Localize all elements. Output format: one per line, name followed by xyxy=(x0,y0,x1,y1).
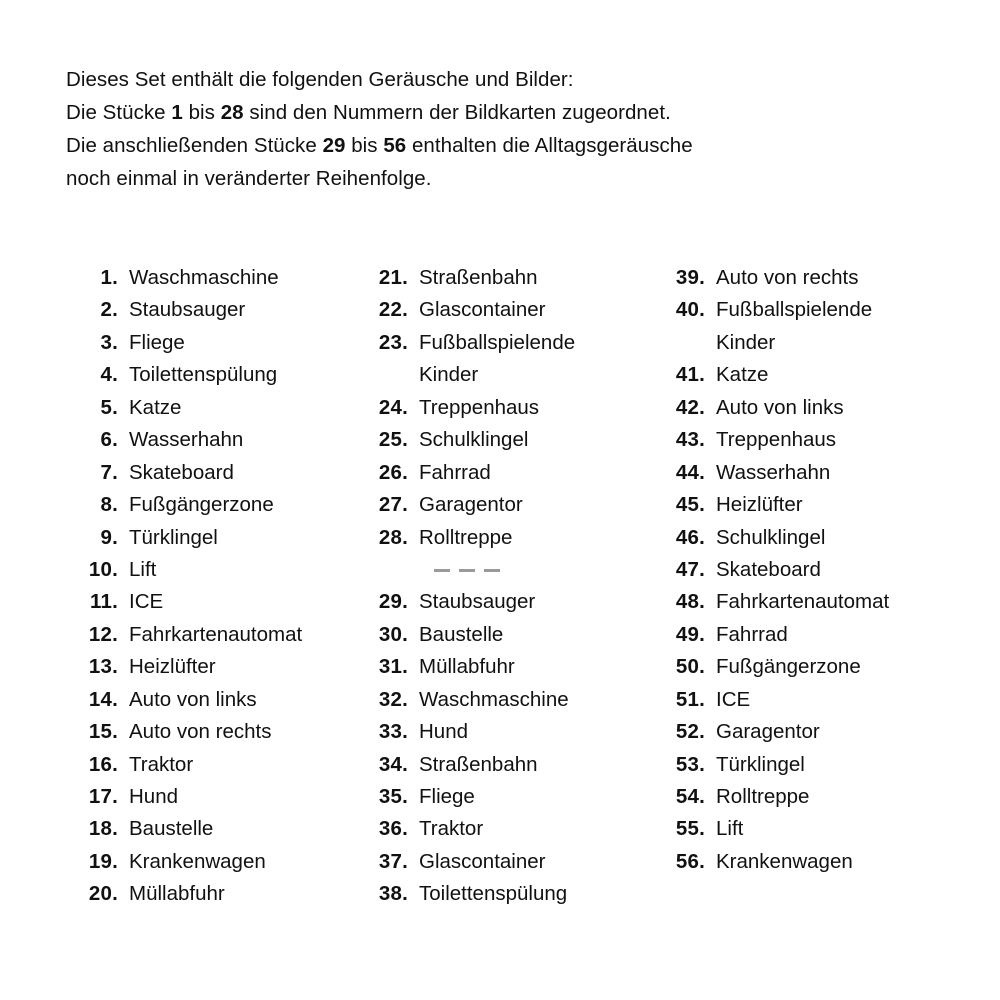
list-item xyxy=(66,749,302,781)
intro-text: Dieses Set enthält die folgenden Geräusche und Bilder: xyxy=(66,68,574,91)
list-item-number: 28. xyxy=(378,525,408,549)
list-item-label: Rolltreppe xyxy=(419,525,513,549)
list-item xyxy=(66,716,302,748)
list-item xyxy=(356,424,575,456)
list-item-number: 49. xyxy=(675,622,705,646)
list-item xyxy=(356,846,575,878)
list-item-label: Türklingel xyxy=(716,752,805,776)
list-item-number: 44. xyxy=(675,460,705,484)
list-item-label: Wasserhahn xyxy=(129,428,244,452)
list-item-label: Auto von rechts xyxy=(716,266,859,289)
intro-line xyxy=(66,162,946,195)
list-item-label: Glascontainer xyxy=(419,849,546,873)
list-item xyxy=(66,457,302,489)
list-item xyxy=(356,294,575,326)
list-item xyxy=(653,262,889,294)
list-item-label: Müllabfuhr xyxy=(419,655,515,679)
list-item-label: Fahrkartenautomat xyxy=(716,590,890,614)
list-item-number: 56. xyxy=(675,849,705,873)
intro-emphasis-number: 28 xyxy=(220,101,244,124)
list-item-number: 50. xyxy=(675,655,705,679)
list-item xyxy=(356,522,575,554)
list-item xyxy=(356,586,575,618)
list-item xyxy=(356,457,575,489)
list-item xyxy=(653,781,889,813)
list-item-label: Heizlüfter xyxy=(129,655,216,679)
list-column-1 xyxy=(66,262,302,911)
list-item-label: Fußballspielende xyxy=(419,330,576,354)
list-item-label: Fußballspielende xyxy=(716,298,873,322)
list-item-label: Türklingel xyxy=(129,525,218,549)
list-item-number: 12. xyxy=(88,622,118,646)
list-item xyxy=(66,554,302,586)
list-item xyxy=(66,262,302,294)
list-item-number: 2. xyxy=(100,298,118,322)
list-item-number: 52. xyxy=(675,720,705,744)
list-item-number: 8. xyxy=(100,493,118,517)
list-item-number: 46. xyxy=(675,525,705,549)
list-column-2 xyxy=(356,262,575,911)
list-item-label: Fliege xyxy=(419,785,475,808)
list-item-label: Krankenwagen xyxy=(129,849,266,873)
intro-emphasis-number: 56 xyxy=(383,134,407,157)
list-item-label: Fahrkartenautomat xyxy=(129,622,303,646)
list-item-label: Katze xyxy=(716,363,769,387)
list-item-label: ICE xyxy=(129,590,164,614)
list-item-label: Skateboard xyxy=(716,557,821,581)
list-column-3 xyxy=(653,262,889,878)
list-item xyxy=(356,262,575,294)
list-item-label: Schulklingel xyxy=(419,428,529,452)
intro-line xyxy=(66,96,946,129)
list-item-label: Wasserhahn xyxy=(716,460,831,484)
list-item xyxy=(653,716,889,748)
list-item-label: Rolltreppe xyxy=(716,785,810,808)
list-item xyxy=(653,489,889,521)
list-item-label: Garagentor xyxy=(716,720,820,744)
list-item-number: 16. xyxy=(88,752,118,776)
list-item xyxy=(66,327,302,359)
list-item-label: Lift xyxy=(716,817,744,841)
list-item-number: 13. xyxy=(88,655,118,679)
list-item-label: Treppenhaus xyxy=(419,395,540,419)
list-item-label: Garagentor xyxy=(419,493,523,517)
list-item-label: Kinder xyxy=(419,363,479,387)
list-item-number: 24. xyxy=(378,395,408,419)
list-item-label: Lift xyxy=(129,557,157,581)
list-item-label: Skateboard xyxy=(129,460,234,484)
list-item xyxy=(66,489,302,521)
list-item-number: 18. xyxy=(88,817,118,841)
list-item-number: 48. xyxy=(675,590,705,614)
list-item xyxy=(356,781,575,813)
list-item-number: 9. xyxy=(100,525,118,549)
list-item-label: Straßenbahn xyxy=(419,752,538,776)
list-item-number: 19. xyxy=(88,849,118,873)
list-item-number: 43. xyxy=(675,428,705,452)
list-item-number: 38. xyxy=(378,882,408,906)
list-item xyxy=(653,619,889,651)
list-item-label: Staubsauger xyxy=(419,590,536,614)
intro-text: noch einmal in veränderter Reihenfolge. xyxy=(66,167,432,190)
list-item-label: Waschmaschine xyxy=(419,687,569,711)
list-item-number: 34. xyxy=(378,752,408,776)
list-item-label: Straßenbahn xyxy=(419,266,538,289)
list-item-label: Traktor xyxy=(419,817,484,841)
list-item xyxy=(653,586,889,618)
list-item-label: Baustelle xyxy=(129,817,214,841)
list-item-number: 6. xyxy=(100,428,118,452)
list-item-number: 36. xyxy=(378,817,408,841)
list-item-number: 17. xyxy=(88,785,118,808)
list-item xyxy=(356,327,575,359)
list-item-number: 10. xyxy=(88,557,118,581)
list-item xyxy=(653,554,889,586)
list-item-number: 29. xyxy=(378,590,408,614)
list-item-label: Toilettenspülung xyxy=(419,882,568,906)
list-item xyxy=(653,522,889,554)
list-item-number: 33. xyxy=(378,720,408,744)
list-item-number: 40. xyxy=(675,298,705,322)
separator-dash xyxy=(484,569,500,572)
intro-text: bis xyxy=(182,101,221,124)
intro-text: enthalten die Alltagsgeräusche xyxy=(406,134,693,157)
intro-line xyxy=(66,129,946,162)
list-item xyxy=(66,813,302,845)
list-item xyxy=(66,619,302,651)
list-item-number: 30. xyxy=(378,622,408,646)
list-item xyxy=(356,489,575,521)
list-item xyxy=(66,781,302,813)
list-item xyxy=(653,813,889,845)
list-item xyxy=(66,846,302,878)
list-item-label: Glascontainer xyxy=(419,298,546,322)
list-item-number: 53. xyxy=(675,752,705,776)
intro-text: Die anschließenden Stücke xyxy=(66,134,323,157)
list-item-number: 14. xyxy=(88,687,118,711)
list-item-number: 1. xyxy=(100,266,118,289)
list-item xyxy=(66,586,302,618)
list-item-number: 55. xyxy=(675,817,705,841)
list-item-number: 45. xyxy=(675,493,705,517)
list-item-label: Auto von links xyxy=(716,395,844,419)
list-item xyxy=(653,392,889,424)
list-item-number: 42. xyxy=(675,395,705,419)
list-item-number: 41. xyxy=(675,363,705,387)
list-item xyxy=(356,878,575,910)
list-item-number: 54. xyxy=(675,785,705,808)
list-item xyxy=(356,684,575,716)
list-item-label: Müllabfuhr xyxy=(129,882,225,906)
list-item xyxy=(653,359,889,391)
list-item xyxy=(66,522,302,554)
intro-text: Die Stücke xyxy=(66,101,172,124)
separator-dash xyxy=(434,569,450,572)
list-item-number: 37. xyxy=(378,849,408,873)
list-item-label: Fußgängerzone xyxy=(716,655,861,679)
list-item-number: 39. xyxy=(675,266,705,289)
list-item-number: 21. xyxy=(378,266,408,289)
list-item xyxy=(356,651,575,683)
section-separator xyxy=(356,554,575,586)
intro-line xyxy=(66,63,946,96)
separator-dash xyxy=(459,569,475,572)
list-item-number: 32. xyxy=(378,687,408,711)
list-item-label: Staubsauger xyxy=(129,298,246,322)
list-item-number: 7. xyxy=(100,460,118,484)
list-item-number: 51. xyxy=(675,687,705,711)
list-item-label: Waschmaschine xyxy=(129,266,279,289)
list-item xyxy=(66,684,302,716)
list-item-label: Fußgängerzone xyxy=(129,493,274,517)
list-item xyxy=(356,619,575,651)
intro-text: sind den Nummern der Bildkarten zugeordnet. xyxy=(243,101,671,124)
list-item xyxy=(356,359,575,391)
list-item-label: Schulklingel xyxy=(716,525,826,549)
list-item-label: Heizlüfter xyxy=(716,493,803,517)
list-item xyxy=(653,457,889,489)
list-item-number: 26. xyxy=(378,460,408,484)
list-item-label: Toilettenspülung xyxy=(129,363,278,387)
list-item-number: 4. xyxy=(100,363,118,387)
intro-emphasis-number: 29 xyxy=(322,134,346,157)
list-item-label: Kinder xyxy=(716,330,776,354)
list-item xyxy=(66,424,302,456)
list-item-label: Auto von rechts xyxy=(129,720,272,744)
list-item xyxy=(653,327,889,359)
list-item-label: Krankenwagen xyxy=(716,849,853,873)
list-item-number: 31. xyxy=(378,655,408,679)
list-item-number: 25. xyxy=(378,428,408,452)
list-item-label: Baustelle xyxy=(419,622,504,646)
list-item xyxy=(66,651,302,683)
list-item-label: Katze xyxy=(129,395,182,419)
list-item xyxy=(356,813,575,845)
list-item xyxy=(653,424,889,456)
list-item-number: 3. xyxy=(100,330,118,354)
list-item-number: 20. xyxy=(88,882,118,906)
list-item-number: 35. xyxy=(378,785,408,808)
list-item-label: Fliege xyxy=(129,330,185,354)
list-item-number: 47. xyxy=(675,557,705,581)
list-item xyxy=(653,651,889,683)
list-item xyxy=(66,359,302,391)
list-item xyxy=(653,684,889,716)
list-item xyxy=(653,749,889,781)
list-item xyxy=(66,392,302,424)
list-item-label: Hund xyxy=(129,785,179,808)
list-item-number: 27. xyxy=(378,493,408,517)
list-item-label: Fahrrad xyxy=(419,460,491,484)
list-item-label: Traktor xyxy=(129,752,194,776)
list-item-number: 15. xyxy=(88,720,118,744)
intro-emphasis-number: 1 xyxy=(171,101,183,124)
list-item xyxy=(653,294,889,326)
list-item xyxy=(66,878,302,910)
list-item-label: ICE xyxy=(716,687,751,711)
list-item-number: 11. xyxy=(90,590,118,614)
list-item-label: Auto von links xyxy=(129,687,257,711)
list-item xyxy=(356,392,575,424)
list-item xyxy=(356,749,575,781)
list-item-number: 23. xyxy=(378,330,408,354)
list-item-label: Treppenhaus xyxy=(716,428,837,452)
list-item-number: 5. xyxy=(100,395,118,419)
list-item xyxy=(653,846,889,878)
intro-text: bis xyxy=(345,134,384,157)
list-item-label: Hund xyxy=(419,720,469,744)
list-item-number: 22. xyxy=(378,298,408,322)
list-item xyxy=(356,716,575,748)
list-item-label: Fahrrad xyxy=(716,622,788,646)
list-item xyxy=(66,294,302,326)
intro-paragraph xyxy=(66,63,946,195)
